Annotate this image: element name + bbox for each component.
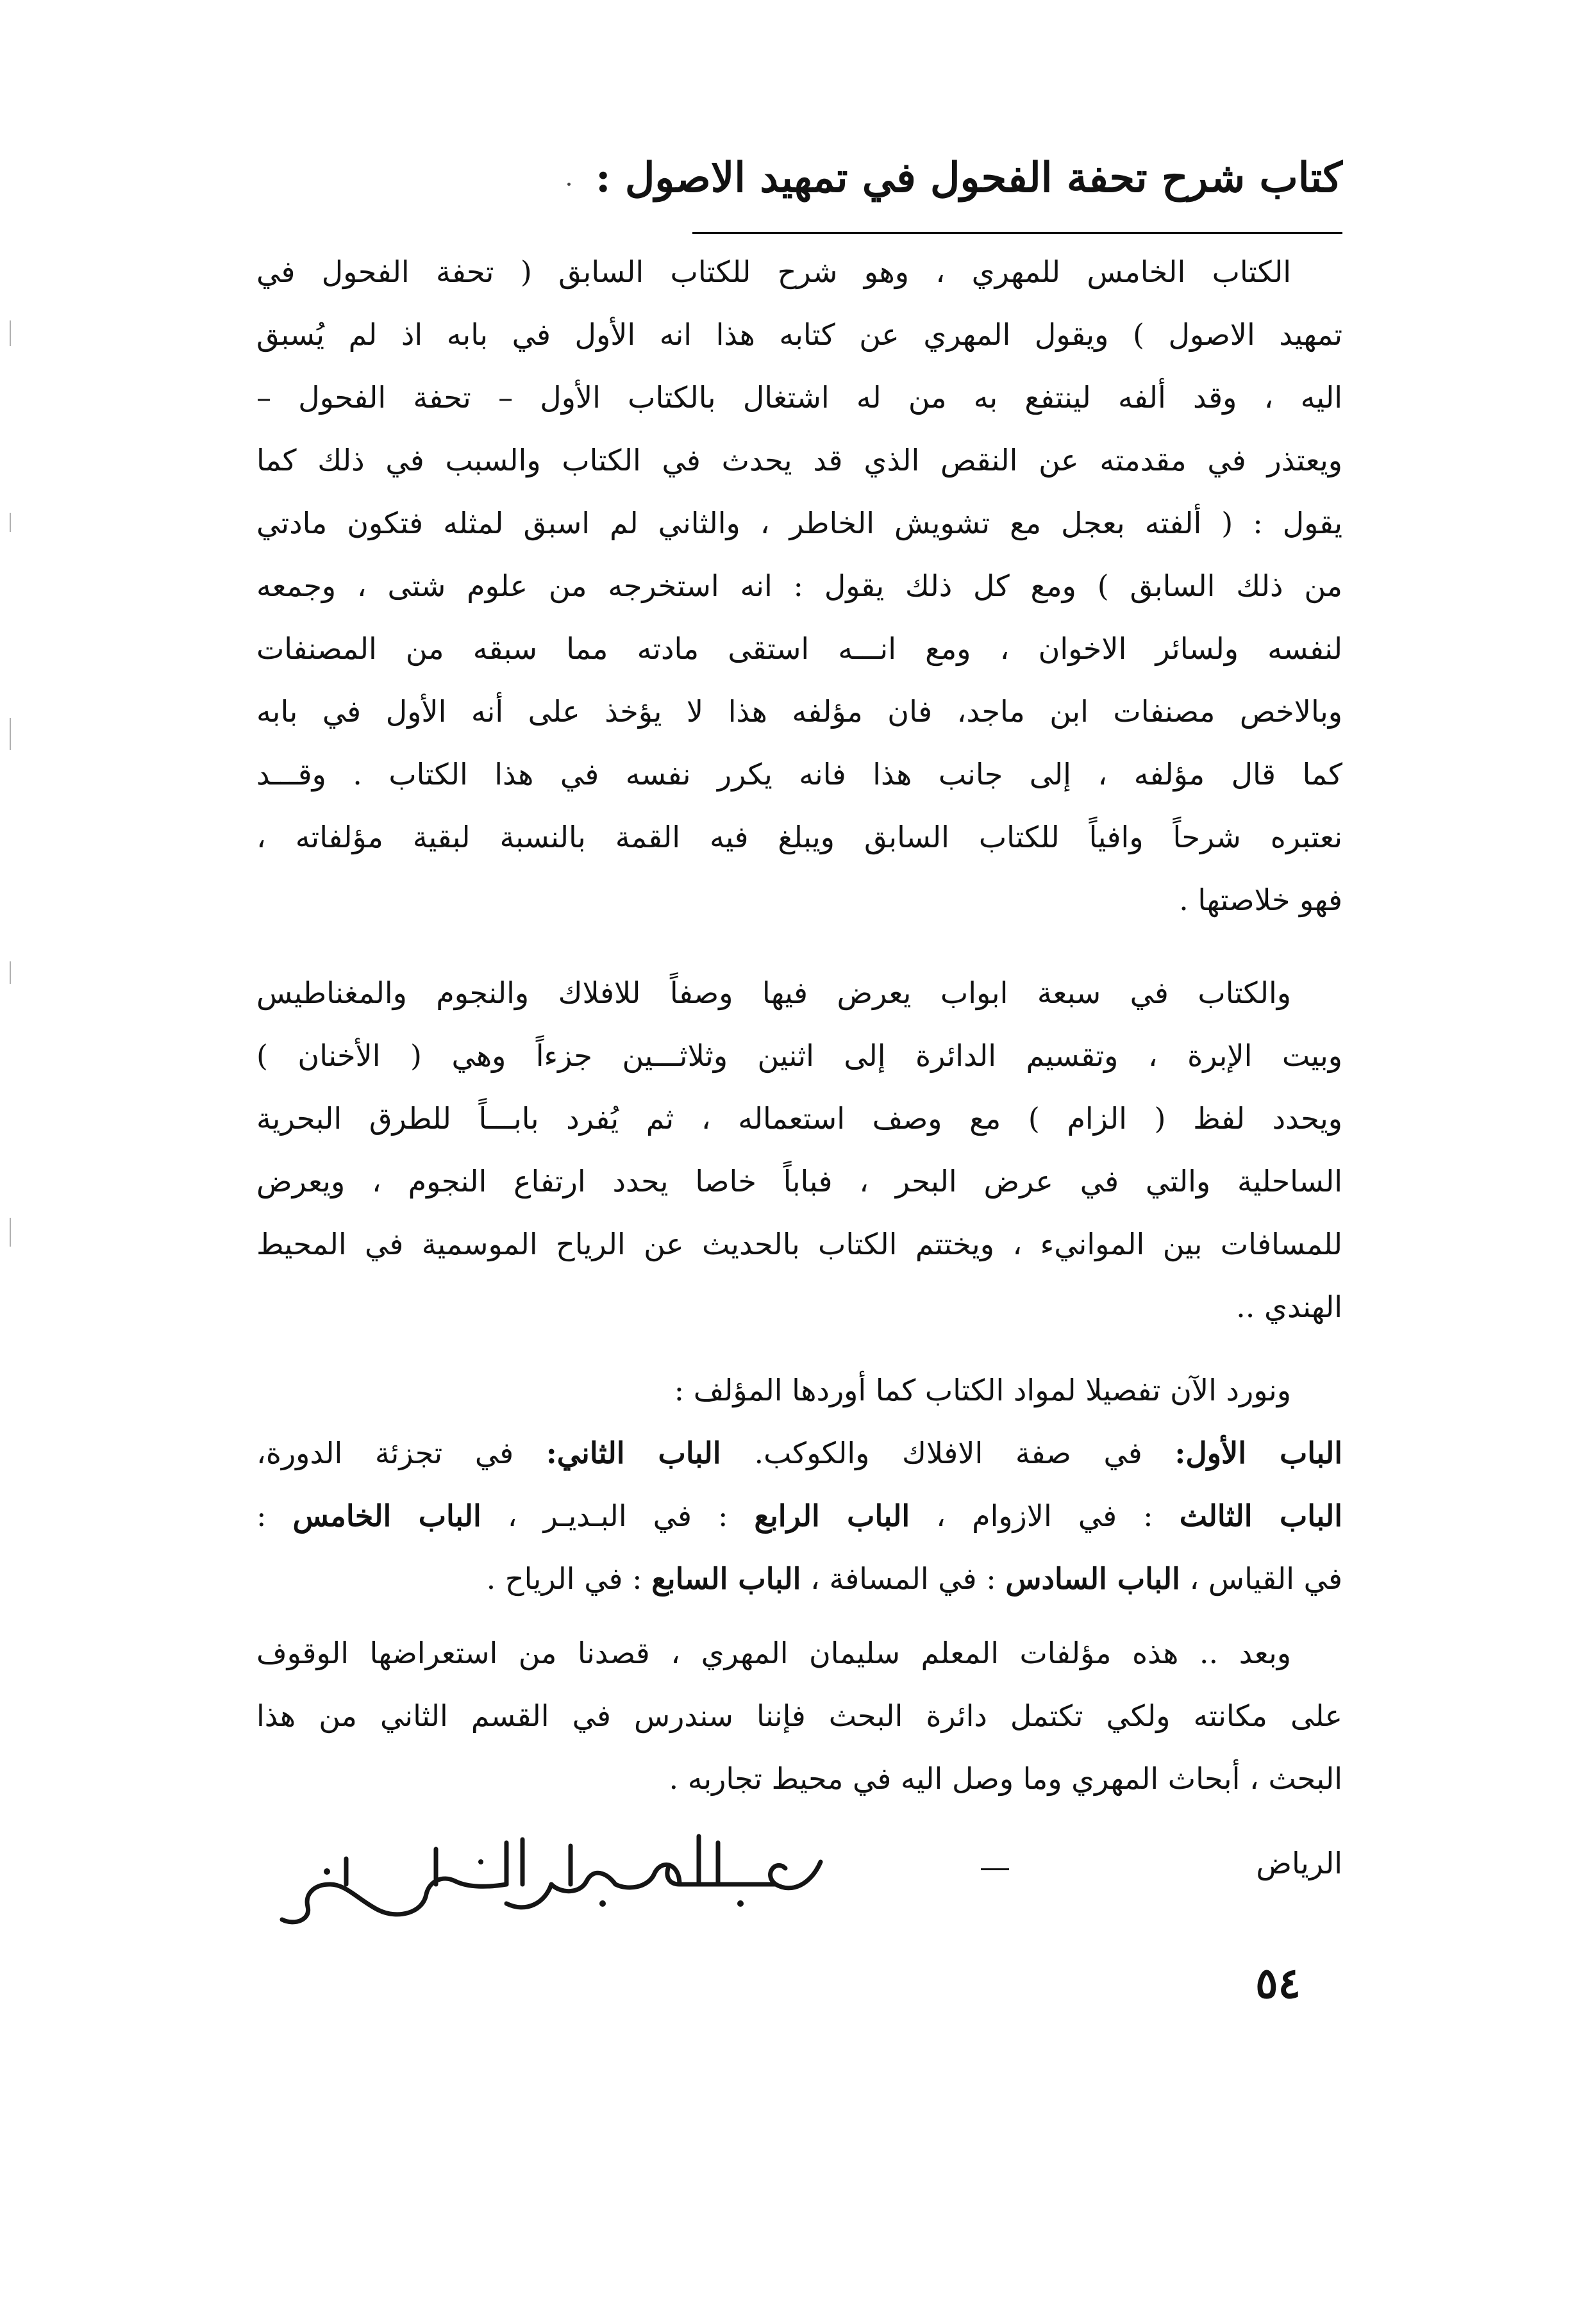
text-line: اليه ، وقد ألفه لينتفع به من له اشتغال بالكتاب الأول – تحفة الفحول – xyxy=(256,380,1342,415)
text-line: الكتاب الخامس للمهري ، وهو شرح للكتاب السابق ( تحفة الفحول في xyxy=(256,254,1291,289)
chapter-line xyxy=(256,1484,1342,1547)
chapter-line xyxy=(256,1422,1342,1484)
closing-paragraph xyxy=(256,1622,1342,1810)
chapter-text: : في المسافة ، xyxy=(801,1561,1006,1596)
chapter-line xyxy=(256,1547,1342,1610)
chapter-text: : في الرياح . xyxy=(486,1561,652,1596)
text-line: ونورد الآن تفصيلا لمواد الكتاب كما أوردها المؤلف : xyxy=(674,1373,1291,1407)
text-line: وبالاخص مصنفات ابن ماجد، فان مؤلفه هذا لا يؤخذ على أنه الأول في بابه xyxy=(256,694,1342,729)
text-line: والكتاب في سبعة ابواب يعرض فيها وصفاً للافلاك والنجوم والمغناطيس xyxy=(256,975,1291,1010)
chapter-text: : xyxy=(256,1498,293,1533)
text-line: يقول : ( ألفته بعجل مع تشويش الخاطر ، والثاني لم اسبق لمثله فتكون مادتي xyxy=(256,506,1342,540)
text-line: وبعد .. هذه مؤلفات المعلم سليمان المهري ، قصدنا من استعراضها الوقوف xyxy=(256,1636,1291,1670)
text-line: البحث ، أبحاث المهري وما وصل اليه في محيط تجاربه . xyxy=(669,1761,1342,1796)
paragraph-2 xyxy=(256,961,1342,1338)
footer-dash xyxy=(981,1868,1009,1870)
text-line: ويعتذر في مقدمته عن النقص الذي قد يحدث في الكتاب والسبب في ذلك كما xyxy=(256,443,1342,477)
chapter-label: الباب الخامس xyxy=(292,1498,481,1533)
text-line: وبيت الإبرة ، وتقسيم الدائرة إلى اثنين وثلاثـــين جزءاً وهي ( الأخنان ) xyxy=(256,1038,1342,1073)
chapter-label: الباب السابع xyxy=(651,1561,801,1596)
page-title: كتاب شرح تحفة الفحول في تمهيد الاصول : xyxy=(595,154,1342,202)
chapter-text: في القياس ، xyxy=(1180,1561,1342,1596)
text-line: تمهيد الاصول ) ويقول المهري عن كتابه هذا انه الأول في بابه اذ لم يُسبق xyxy=(256,317,1342,352)
chapter-label: الباب الرابع xyxy=(754,1498,910,1533)
place-name: الرياض xyxy=(1256,1846,1342,1880)
text-line: ويحدد لفظ ( الزام ) مع وصف استعماله ، ثم يُفرد بابـــاً للطرق البحرية xyxy=(256,1101,1342,1136)
text-line: على مكانته ولكي تكتمل دائرة البحث فإننا سندرس في القسم الثاني من هذا xyxy=(256,1698,1342,1733)
paragraph-1 xyxy=(256,240,1342,931)
chapter-text: في صفة الافلاك والكوكب. xyxy=(754,1436,1175,1470)
text-line: الهندي .. xyxy=(1236,1290,1342,1324)
text-line: من ذلك السابق ) ومع كل ذلك يقول : انه استخرجه من علوم شتى ، وجمعه xyxy=(256,569,1342,603)
page-number: ٥٤ xyxy=(1255,1958,1301,2008)
chapter-text: : في الازوام ، xyxy=(910,1498,1180,1533)
text-line: كما قال مؤلفه ، إلى جانب هذا فانه يكرر نفسه في هذا الكتاب . وقـــد xyxy=(256,757,1342,792)
text-line: الساحلية والتي في عرض البحر ، فباباً خاصا يحدد ارتفاع النجوم ، ويعرض xyxy=(256,1164,1342,1199)
scan-edge-marks xyxy=(9,320,13,1282)
chapter-text: في تجزئة الدورة، xyxy=(256,1436,546,1470)
chapter-label: الباب السادس xyxy=(1005,1561,1180,1596)
chapter-label: الباب الثاني: xyxy=(546,1436,755,1470)
text-line: للمسافات بين الموانيء ، ويختتم الكتاب بالحديث عن الرياح الموسمية في المحيط xyxy=(256,1227,1342,1261)
title-underline xyxy=(692,232,1342,234)
chapter-text: : في البـديـر ، xyxy=(481,1498,755,1533)
paragraph-3 xyxy=(256,1359,1342,1422)
text-line: نعتبره شرحاً وافياً للكتاب السابق ويبلغ فيه القمة بالنسبة لبقية مؤلفاته ، xyxy=(256,820,1342,854)
chapter-label: الباب الأول: xyxy=(1174,1436,1342,1470)
text-line: فهو خلاصتها . xyxy=(1179,883,1342,917)
chapter-list xyxy=(256,1422,1342,1610)
text-line: لنفسه ولسائر الاخوان ، ومع انـــه استقى مادته مما سبقه من المصنفات xyxy=(256,631,1342,666)
speck-mark xyxy=(567,183,571,186)
chapter-label: الباب الثالث xyxy=(1179,1498,1342,1533)
handwritten-signature xyxy=(269,1823,846,1932)
